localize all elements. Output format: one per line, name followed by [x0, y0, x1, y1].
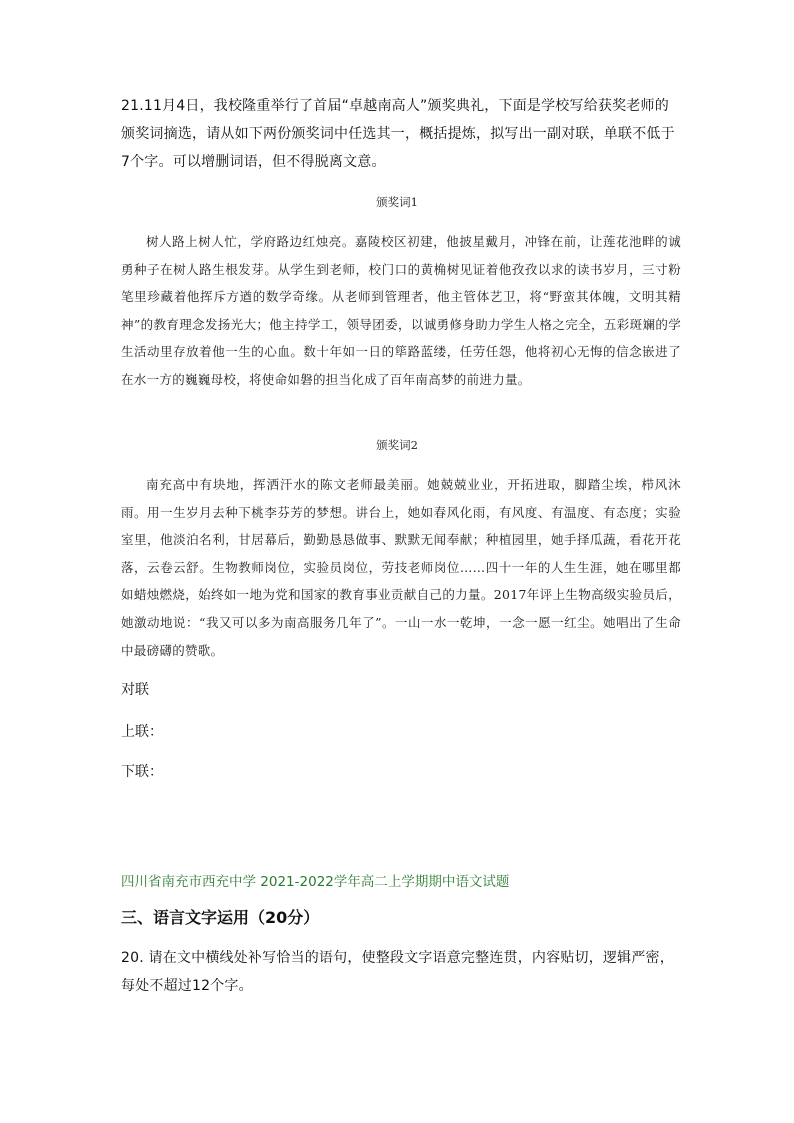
source-title: 四川省南充市西充中学 2021-2022学年高二上学期期中语文试题 — [121, 874, 510, 890]
upper-couplet-label: 上联： — [121, 724, 163, 740]
question-20: 20. 请在文中横线处补写恰当的语句，使整段文字语意完整连贯，内容贴切，逻辑严密，每处不超过12个字。 — [121, 950, 674, 994]
citation-2-title: 颁奖词2 — [376, 438, 418, 452]
question-21: 21.11月4日，我校隆重举行了首届“卓越南高人”颁奖典礼，下面是学校写给获奖老师的颁奖词摘选，请从如下两份颁奖词中任选其一，概括提炼，拟写出一副对联，单联不低于7个字。可以增删词语，但不得脱离文意。 — [121, 98, 675, 170]
lower-couplet-label: 下联： — [121, 764, 163, 780]
citation-1-body: 树人路上树人忙，学府路边红烛亮。嘉陵校区初建，他披星戴月，冲锋在前，让莲花池畔的诚勇种子在树人路生根发芽。从学生到老师，校门口的黄桷树见证着他孜孜以求的读书岁月，三寸粉笔里珍藏着他挥斥方遒的数学奇缘。从老师到管理者，他主管体艺卫，将“野蛮其体魄，文明其精神”的教育理念发扬光大；他主持学工，领导团委，以诚勇修身助力学生人格之完全，五彩斑斓的学生活动里存放着他一生的心血。数十年如一日的筚路蓝缕，任劳任怨，他将初心无悔的信念嵌进了在水一方的巍巍母校，将使命如磐的担当化成了百年南高梦的前进力量。 — [121, 234, 681, 387]
answer-heading: 对联 — [121, 682, 149, 698]
citation-2-body: 南充高中有块地，挥洒汗水的陈文老师最美丽。她兢兢业业，开拓进取，脚踏尘埃，栉风沐雨。用一生岁月去种下桃李芬芳的梦想。讲台上，她如春风化雨，有风度、有温度、有态度；实验室里，他淡泊名利，甘居幕后，勤勤恳恳做事、默默无闻奉献；种植园里，她手择瓜蔬，看花开花落，云卷云舒。生物教师岗位，实验员岗位，劳技老师岗位……四十一年的人生生涯，她在哪里都如蜡烛燃烧，始终如一地为党和国家的教育事业贡献自己的力量。2017年评上生物高级实验员后，她激动地说：“我又可以多为南高服务几年了”。一山一水一乾坤，一念一愿一红尘。她唱出了生命中最磅礴的赞歌。 — [121, 477, 681, 658]
citation-1-title: 颁奖词1 — [376, 195, 418, 209]
section-title: 三、语言文字运用（20分） — [121, 908, 320, 927]
